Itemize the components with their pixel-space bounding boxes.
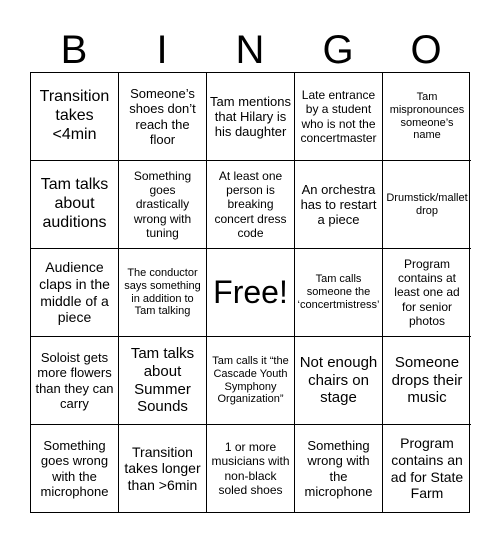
bingo-cell-r4c4[interactable]: Not enough chairs on stage (295, 337, 383, 425)
bingo-cell-r2c2[interactable]: Something goes drastically wrong with tuning (119, 161, 207, 249)
bingo-cell-r1c1[interactable]: Transition takes <4min (31, 73, 119, 161)
bingo-cell-r5c5[interactable]: Program contains an ad for State Farm (390, 435, 464, 502)
bingo-cell-r4c5[interactable]: Someone drops their music (383, 337, 471, 425)
bingo-cell-r1c3[interactable]: Tam mentions that Hilary is his daughter (207, 73, 295, 161)
bingo-cell-r1c5[interactable]: Tam mispronounces someone’s name (383, 73, 471, 161)
bingo-cell-r5c1[interactable]: Something goes wrong with the microphone (31, 425, 119, 512)
bingo-cell-r3c5[interactable]: Program contains at least one ad for senior photos (383, 249, 471, 337)
bingo-cell-r5c4[interactable]: Something wrong with the microphone (295, 425, 383, 512)
bingo-card-grid (30, 72, 470, 513)
bingo-cell-r3c1[interactable]: Audience claps in the middle of a piece (31, 249, 119, 337)
bingo-cell-r3c2[interactable]: The conductor says something in addition to Tam talking (119, 249, 207, 337)
bingo-cell-r2c1[interactable]: Tam talks about auditions (31, 161, 119, 249)
title-letter-b: B (60, 28, 88, 72)
bingo-title (30, 28, 470, 72)
title-letter-i: I (156, 28, 168, 72)
title-letter-o: O (410, 28, 442, 72)
bingo-cell-r5c2[interactable]: Transition takes longer than >6min (119, 425, 207, 512)
bingo-cell-r3c4[interactable]: Tam calls someone the ‘concertmistress’ (295, 249, 383, 337)
bingo-cell-r4c2[interactable]: Tam talks about Summer Sounds (119, 337, 207, 425)
bingo-cell-r1c2[interactable]: Someone’s shoes don’t reach the floor (119, 73, 207, 161)
bingo-free-space[interactable]: Free! (207, 249, 295, 337)
bingo-cell-r2c3[interactable]: At least one person is breaking concert dress code (207, 161, 295, 249)
title-letter-g: G (322, 28, 354, 72)
bingo-cell-r5c3[interactable]: 1 or more musicians with non-black soled shoes (207, 425, 295, 512)
bingo-cell-r2c4[interactable]: An orchestra has to restart a piece (295, 161, 383, 249)
bingo-cell-r1c4[interactable]: Late entrance by a student who is not the concertmaster (295, 73, 383, 161)
title-letter-n: N (235, 28, 265, 72)
bingo-cell-r2c5[interactable]: Drumstick/mallet drop (383, 161, 471, 249)
bingo-cell-r4c3[interactable]: Tam calls it “the Cascade Youth Symphony Organization” (207, 337, 295, 425)
bingo-cell-r4c1[interactable]: Soloist gets more flowers than they can carry (31, 337, 119, 425)
